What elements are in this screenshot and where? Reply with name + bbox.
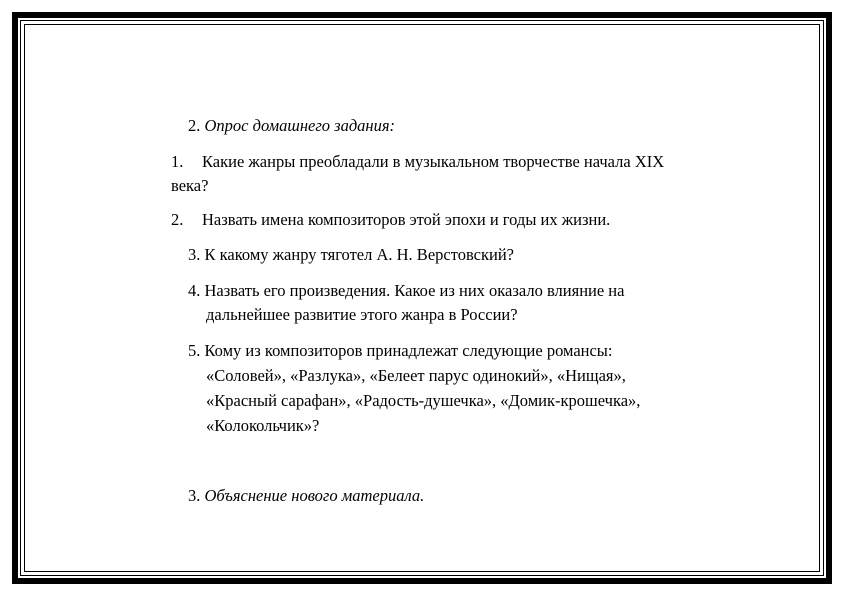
question-4-text-line-2: дальнейшее развитие этого жанра в России? [206, 305, 518, 324]
section-2-number: 2. [188, 116, 201, 135]
question-1-text-line-1: Какие жанры преобладали в музыкальном творчестве начала XIX [202, 152, 665, 171]
question-5-text-line-3: «Красный сарафан», «Радость-душечка», «Домик-крошечка», [206, 391, 641, 410]
section-2-title: Опрос домашнего задания: [204, 116, 396, 135]
question-2-text-line-1: Назвать имена композиторов этой эпохи и годы их жизни. [202, 210, 611, 229]
section-3-title: Объяснение нового материала. [204, 486, 425, 505]
question-2-number: 2. [171, 210, 184, 229]
question-1-number: 1. [171, 152, 184, 171]
question-5-text-line-4: «Колокольчик»? [206, 416, 320, 435]
section-2-heading [188, 114, 395, 138]
section-3-number: 3. [188, 486, 201, 505]
question-5-text-line-2: «Соловей», «Разлука», «Белеет парус одинокий», «Нищая», [206, 366, 626, 385]
question-4-number: 4. [188, 281, 201, 300]
question-1-text-line-2: века? [171, 176, 209, 195]
question-3-number: 3. [188, 245, 201, 264]
question-5 [188, 339, 612, 363]
question-4-text-line-1: Назвать его произведения. Какое из них оказало влияние на [204, 281, 625, 300]
section-3-heading [188, 484, 424, 508]
question-5-number: 5. [188, 341, 201, 360]
question-5-text-line-1: Кому из композиторов принадлежат следующие романсы: [204, 341, 613, 360]
question-3 [188, 243, 514, 267]
question-4 [188, 279, 624, 303]
question-3-text-line-1: К какому жанру тяготел А. Н. Верстовский? [204, 245, 514, 264]
